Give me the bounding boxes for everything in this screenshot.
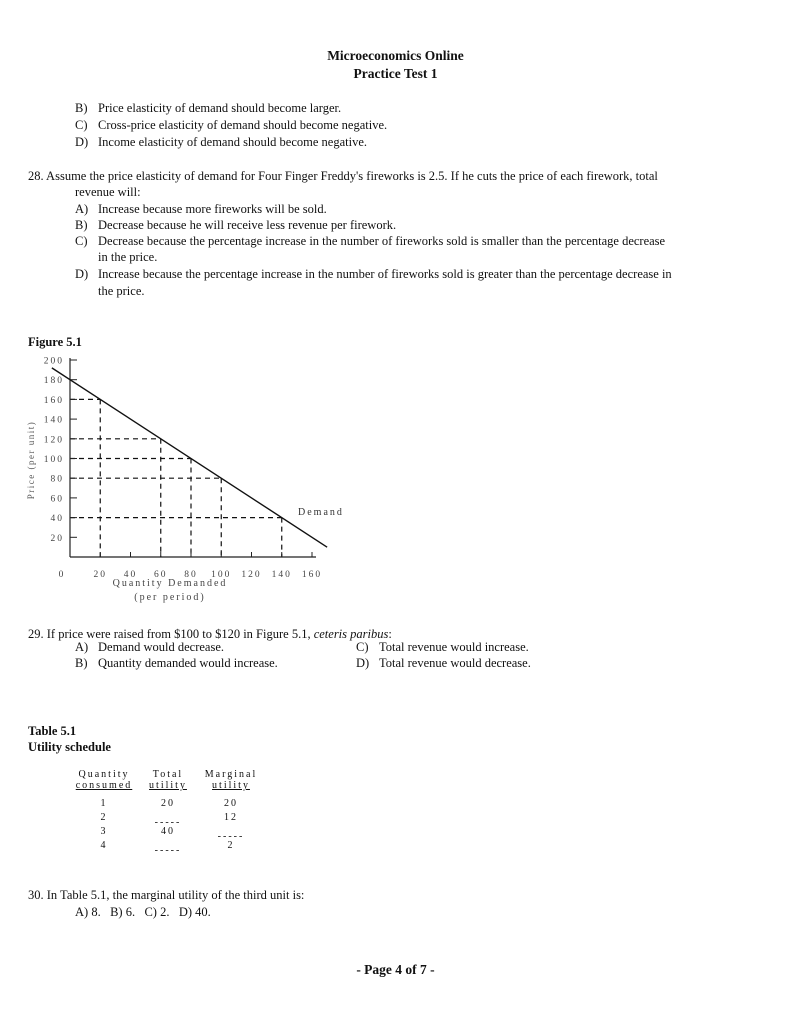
q28-option-c: C) Decrease because the percentage increase in the number of fireworks sold is smaller than the percentage decrease bbox=[75, 234, 666, 248]
q28-option-b: B) Decrease because he will receive less revenue per firework. bbox=[75, 218, 397, 232]
chart-x-label-line2: (per period) bbox=[134, 592, 206, 603]
x-tick-label: 60 bbox=[154, 570, 168, 580]
table-cell: 20 bbox=[224, 798, 238, 809]
x-tick-label: 80 bbox=[184, 570, 198, 580]
q30-options: A) 8. B) 6. C) 2. D) 40. bbox=[75, 905, 211, 919]
table-cell: 1 bbox=[100, 798, 108, 809]
q29-option-c: C) Total revenue would increase. bbox=[356, 640, 529, 654]
page-title: Microeconomics Online bbox=[327, 48, 464, 63]
y-tick-label: 120 bbox=[43, 435, 64, 446]
y-tick-label: 20 bbox=[50, 533, 64, 544]
table-cell: 2 bbox=[100, 812, 108, 823]
x-tick-label: 120 bbox=[241, 570, 262, 580]
x-tick-label: 0 bbox=[58, 570, 66, 580]
x-tick-label: 100 bbox=[211, 570, 232, 580]
q30-stem: 30. In Table 5.1, the marginal utility of the third unit is: bbox=[28, 888, 305, 902]
y-tick-label: 80 bbox=[50, 474, 64, 485]
table-cell: ----- bbox=[217, 831, 245, 842]
y-tick-label: 180 bbox=[43, 376, 64, 387]
y-tick-label: 100 bbox=[43, 455, 64, 465]
demand-curve bbox=[52, 368, 327, 547]
table-cell: 20 bbox=[161, 798, 175, 809]
y-tick-label: 140 bbox=[43, 415, 64, 426]
chart-x-label-line1: Quantity Demanded bbox=[112, 578, 228, 589]
chart-axes bbox=[70, 358, 316, 557]
y-tick-label: 200 bbox=[43, 356, 64, 367]
x-tick-label: 140 bbox=[271, 570, 292, 580]
table-cell: ----- bbox=[154, 817, 182, 828]
q28-option-d-cont: the price. bbox=[98, 284, 145, 298]
x-tick-label: 160 bbox=[301, 570, 323, 580]
q28-stem-line2: revenue will: bbox=[75, 185, 141, 199]
q28-stem-line1: 28. Assume the price elasticity of demand for Four Finger Freddy's fireworks is 2.5. If he cuts the price of each firework, total bbox=[28, 169, 658, 183]
q29-stem: 29. If price were raised from $100 to $120 in Figure 5.1, ceteris paribus: bbox=[28, 627, 392, 641]
table-header-quantity: Quantity consumed bbox=[75, 769, 133, 791]
table-subtitle: Utility schedule bbox=[28, 740, 111, 754]
table-cell: 4 bbox=[100, 840, 108, 851]
q27-option-d: D) Income elasticity of demand should become negative. bbox=[75, 135, 368, 149]
q28-option-a: A) Increase because more fireworks will be sold. bbox=[75, 202, 327, 216]
chart-series bbox=[52, 368, 327, 547]
q27-option-c: C) Cross-price elasticity of demand should become negative. bbox=[75, 118, 388, 132]
q29-option-b: B) Quantity demanded would increase. bbox=[75, 656, 278, 670]
demand-chart bbox=[20, 350, 360, 610]
chart-demand-label: Demand bbox=[298, 507, 344, 518]
table-cell: 12 bbox=[224, 812, 238, 823]
table-header-marginal-utility: Marginal utility bbox=[204, 769, 258, 791]
chart-y-label: Price (per unit) bbox=[26, 420, 36, 500]
q28-option-d: D) Increase because the percentage increase in the number of fireworks sold is greater than the percentage decrease in bbox=[75, 267, 672, 281]
q29-option-d: D) Total revenue would decrease. bbox=[356, 656, 531, 670]
page-number: - Page 4 of 7 - bbox=[356, 962, 435, 977]
table-header-total-utility: Total utility bbox=[149, 769, 187, 791]
page-subtitle: Practice Test 1 bbox=[353, 66, 438, 81]
table-cell: 40 bbox=[161, 826, 175, 837]
table-cell: 2 bbox=[227, 840, 235, 851]
table-cell: ----- bbox=[154, 845, 182, 856]
chart-reference-lines bbox=[70, 399, 282, 557]
q27-option-b: B) Price elasticity of demand should become larger. bbox=[75, 101, 342, 115]
q28-option-c-cont: in the price. bbox=[98, 250, 158, 264]
x-tick-label: 20 bbox=[93, 570, 107, 580]
y-tick-label: 60 bbox=[50, 494, 64, 505]
y-tick-label: 160 bbox=[43, 395, 64, 406]
x-tick-label: 40 bbox=[123, 570, 138, 580]
table-title: Table 5.1 bbox=[28, 724, 77, 738]
q29-option-a: A) Demand would decrease. bbox=[75, 640, 224, 654]
figure-caption: Figure 5.1 bbox=[28, 335, 82, 349]
y-tick-label: 40 bbox=[50, 514, 64, 525]
table-cell: 3 bbox=[100, 826, 108, 837]
